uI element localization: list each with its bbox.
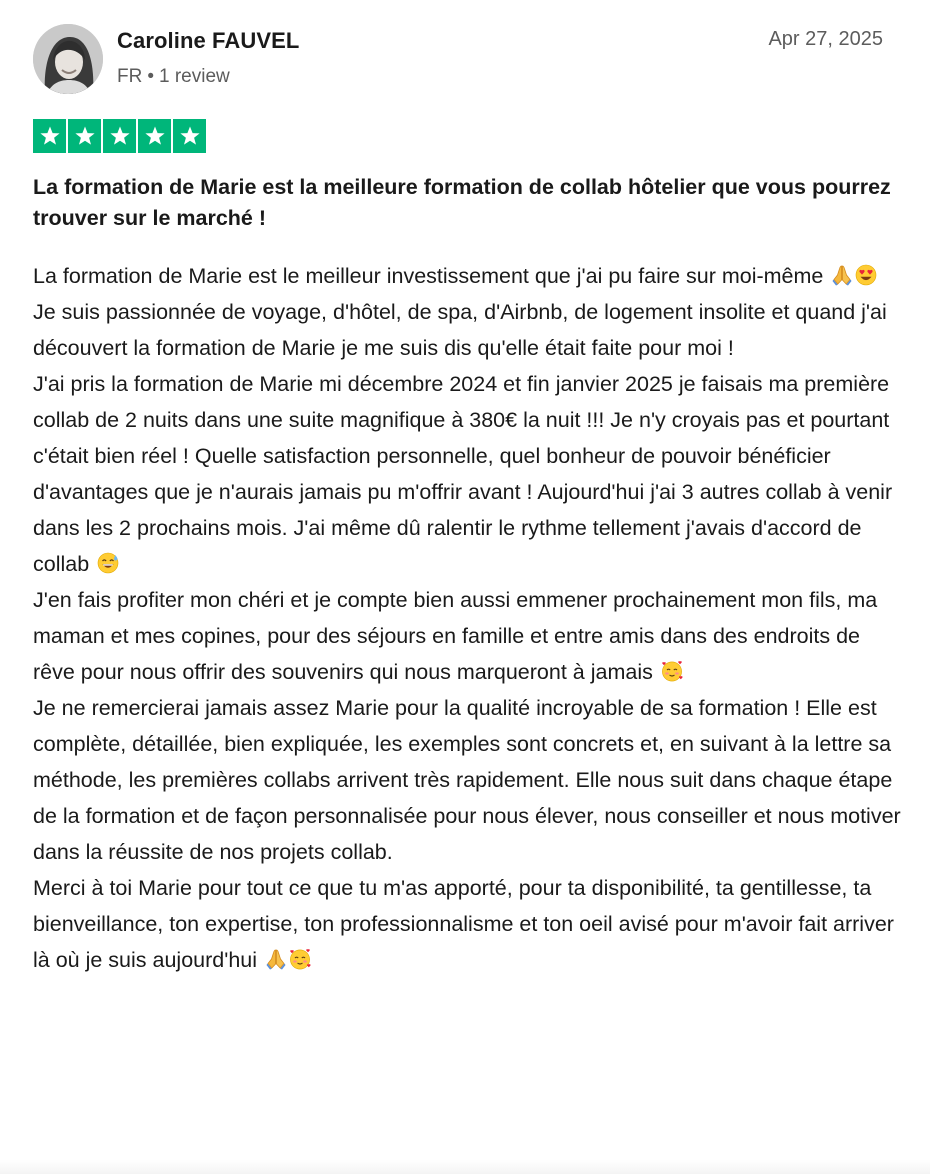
star-rating xyxy=(33,119,206,153)
review-header xyxy=(33,24,883,96)
reviewer-name[interactable]: Caroline FAUVEL xyxy=(117,28,300,53)
star-icon xyxy=(173,119,206,153)
smiling-hearts-emoji xyxy=(661,660,683,682)
review-paragraph-text: Je ne remercierai jamais assez Marie pour la qualité incroyable de sa formation ! Elle est complète, détaillée, bien expliquée, les exemples sont concrets et, en suivant à la lettre sa méthode, les premières collabs arrivent très rapidement. Elle nous suit dans chaque étape de la formation et de façon personnalisée pour nous élever, nous conseiller et nous motiver dans la réussite de nos projets collab. xyxy=(33,696,901,864)
review-body xyxy=(33,258,903,978)
star-icon xyxy=(138,119,171,153)
praying-hands-emoji xyxy=(831,264,853,286)
sweat-smile-emoji xyxy=(97,552,119,574)
review-paragraph xyxy=(33,294,903,366)
bottom-fade xyxy=(0,1160,930,1174)
review-paragraph-text: J'en fais profiter mon chéri et je compte bien aussi emmener prochainement mon fils, ma maman et mes copines, pour des séjours en famille et entre amis dans des endroits de rêve pour nous offrir des souvenirs qui nous marqueront à jamais xyxy=(33,588,878,684)
review-paragraph-text: J'ai pris la formation de Marie mi décembre 2024 et fin janvier 2025 je faisais ma première collab de 2 nuits dans une suite magnifique à 380€ la nuit !!! Je n'y croyais pas et pourtant c'était bien réel ! Quelle satisfaction personnelle, quel bonheur de pouvoir bénéficier d'avantages que je n'aurais jamais pu m'offrir avant ! Aujourd'hui j'ai 3 autres collab à venir dans les 2 prochains mois. J'ai même dû ralentir le rythme tellement j'avais d'accord de collab xyxy=(33,372,893,576)
meta-separator: • xyxy=(147,66,154,87)
review-paragraph xyxy=(33,258,903,294)
review-date: Apr 27, 2025 xyxy=(768,28,883,50)
review-paragraph-text: Je suis passionnée de voyage, d'hôtel, de spa, d'Airbnb, de logement insolite et quand j'ai découvert la formation de Marie je me suis dis qu'elle était faite pour moi ! xyxy=(33,300,887,360)
avatar[interactable] xyxy=(33,24,103,94)
star-icon xyxy=(68,119,101,153)
review-title[interactable]: La formation de Marie est la meilleure formation de collab hôtelier que vous pourrez trouver sur le marché ! xyxy=(33,175,891,230)
review-paragraph xyxy=(33,366,903,582)
heart-eyes-emoji xyxy=(855,264,877,286)
star-icon xyxy=(103,119,136,153)
reviewer-country: FR xyxy=(117,66,143,87)
review-paragraph xyxy=(33,582,903,690)
reviewer-review-count: 1 review xyxy=(158,66,230,87)
review-paragraph-text: La formation de Marie est le meilleur investissement que j'ai pu faire sur moi-même xyxy=(33,264,830,288)
review-paragraph xyxy=(33,870,903,978)
star-icon xyxy=(33,119,66,153)
praying-hands-emoji xyxy=(265,948,287,970)
smiling-hearts-emoji xyxy=(289,948,311,970)
review-paragraph-text: Merci à toi Marie pour tout ce que tu m'as apporté, pour ta disponibilité, ta gentillesse, ta bienveillance, ton expertise, ton professionnalisme et ton oeil avisé pour m'avoir fait arriver là où je suis aujourd'hui xyxy=(33,876,894,972)
reviewer-meta xyxy=(117,66,230,88)
review-paragraph xyxy=(33,690,903,870)
